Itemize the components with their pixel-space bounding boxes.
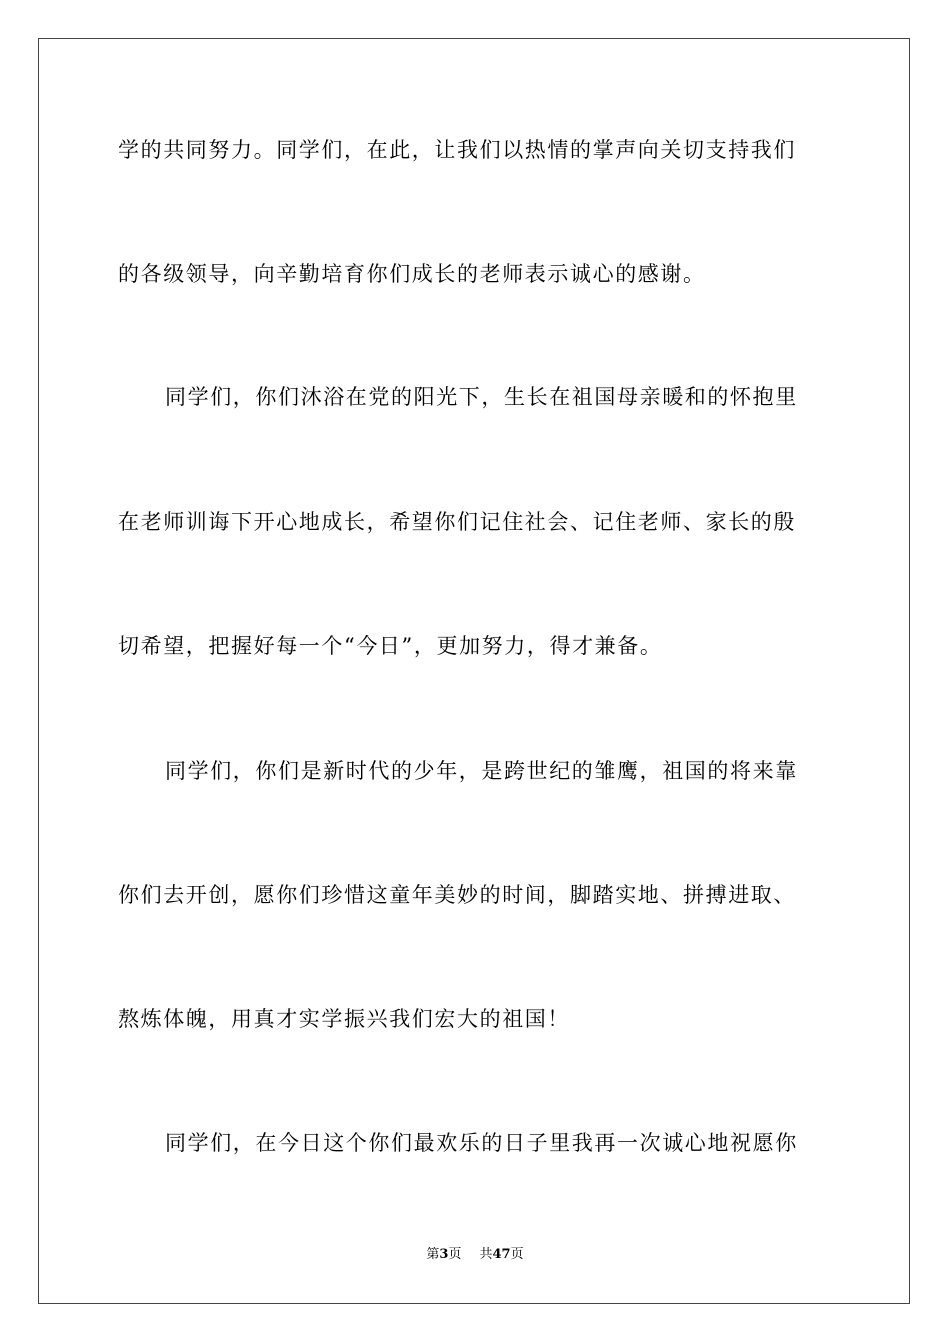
page-prefix: 第 xyxy=(426,1247,440,1262)
paragraph-line: 你们去开创，愿你们珍惜这童年美妙的时间，脚踏实地、拼搏进取、 xyxy=(118,883,796,907)
total-prefix: 共 xyxy=(479,1247,493,1262)
page-border xyxy=(38,38,910,1304)
page-footer xyxy=(0,1246,950,1264)
paragraph-line: 同学们，在今日这个你们最欢乐的日子里我再一次诚心地祝愿你 xyxy=(165,1131,798,1155)
paragraph-line: 学的共同努力。同学们，在此，让我们以热情的掌声向关切支持我们 xyxy=(118,138,796,162)
paragraph-line: 在老师训诲下开心地成长，希望你们记住社会、记住老师、家长的殷 xyxy=(118,510,796,534)
total-pages-indicator xyxy=(479,1247,523,1262)
total-suffix: 页 xyxy=(510,1247,524,1262)
page-number: 3 xyxy=(439,1247,449,1262)
paragraph-line: 切希望，把握好每一个“今日”，更加努力，得才兼备。 xyxy=(118,634,663,658)
paragraph-line: 同学们，你们沐浴在党的阳光下，生长在祖国母亲暖和的怀抱里 xyxy=(165,385,798,409)
paragraph-line: 同学们，你们是新时代的少年，是跨世纪的雏鹰，祖国的将来靠 xyxy=(165,759,798,783)
paragraph-line: 的各级领导，向辛勤培育你们成长的老师表示诚心的感谢。 xyxy=(118,262,706,286)
page-suffix: 页 xyxy=(448,1247,462,1262)
page-indicator xyxy=(426,1247,461,1262)
paragraph-line: 熬炼体魄，用真才实学振兴我们宏大的祖国！ xyxy=(118,1007,570,1031)
total-pages: 47 xyxy=(492,1247,511,1262)
